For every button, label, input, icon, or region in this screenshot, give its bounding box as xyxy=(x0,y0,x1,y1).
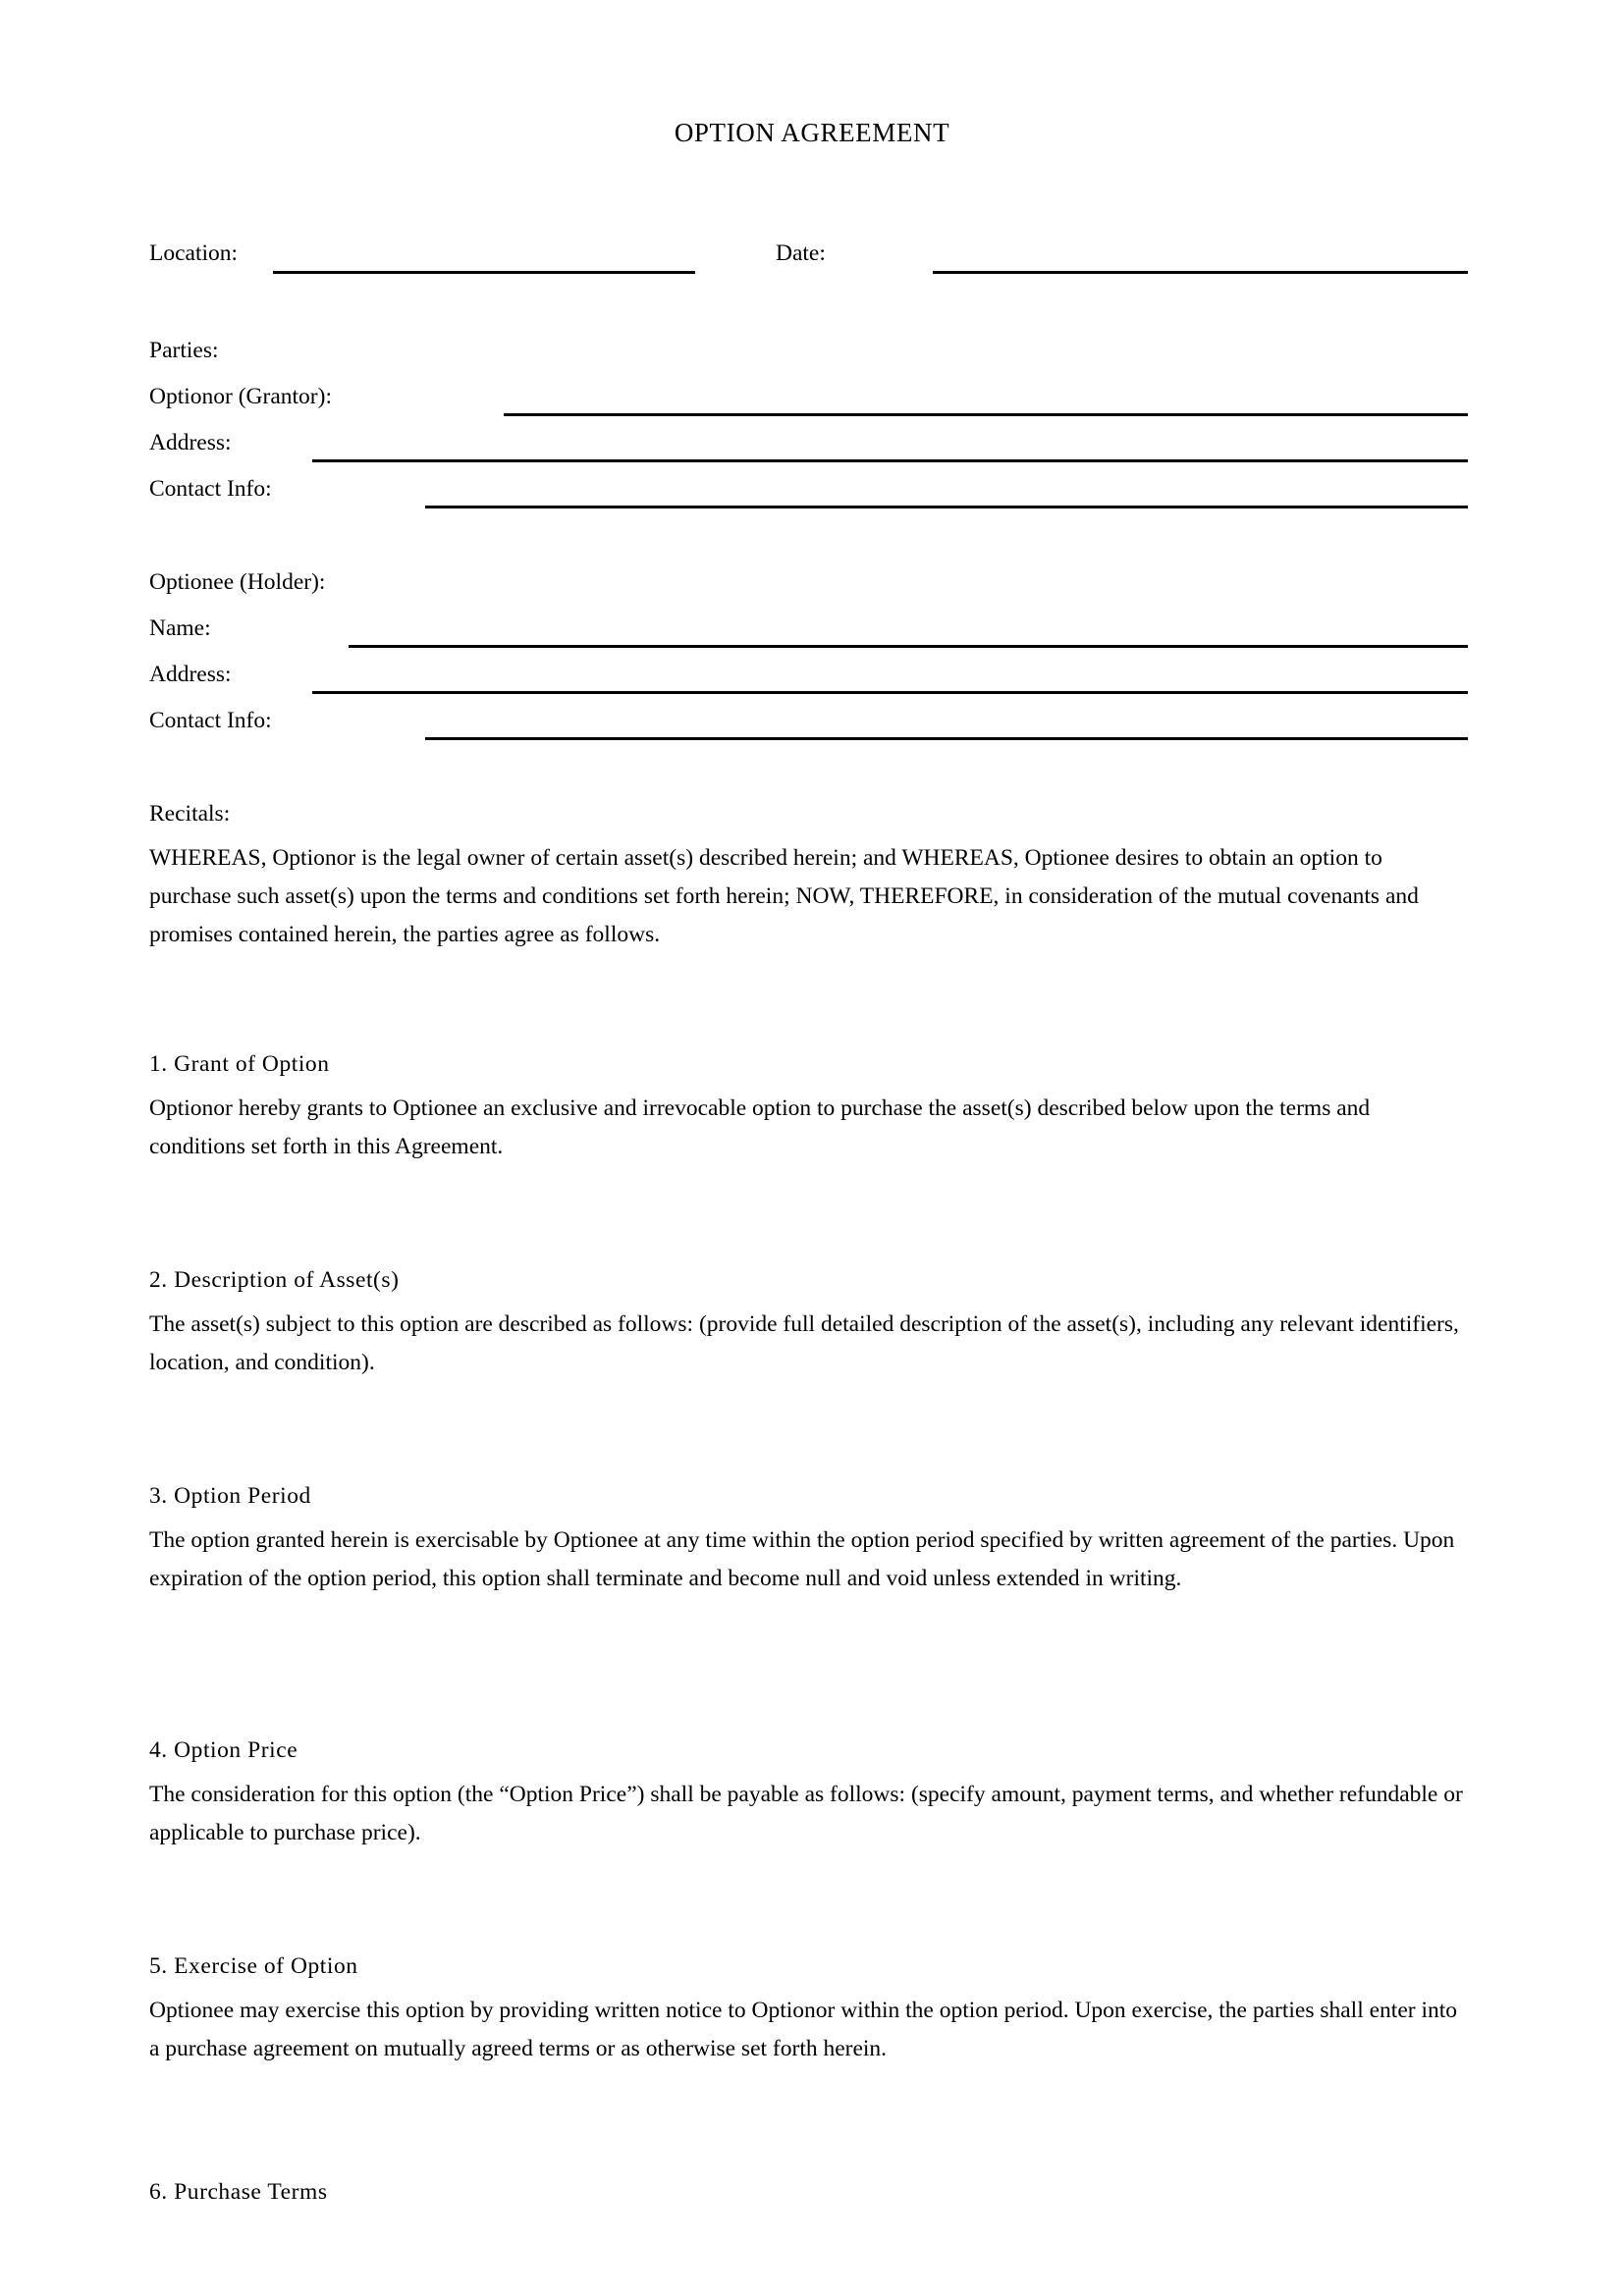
section-heading-6: 6. Purchase Terms xyxy=(149,2179,328,2205)
optionor-address-input-rule[interactable] xyxy=(312,459,1468,462)
section-heading-1: 1. Grant of Option xyxy=(149,1051,330,1077)
optionor-contact-label: Contact Info: xyxy=(149,476,272,502)
optionor-contact-input-rule[interactable] xyxy=(425,506,1468,508)
location-input-rule[interactable] xyxy=(273,271,695,274)
section-body-2: The asset(s) subject to this option are described as follows: (provide full detailed description of the asset(s), including any relevant identifiers, location, and condition). xyxy=(149,1311,1459,1375)
recitals-body: WHEREAS, Optionor is the legal owner of certain asset(s) described herein; and WHEREAS, Optionee desires to obtain an option to purchase such asset(s) upon the terms and conditions set forth herein; NOW, THEREFORE, in consideration of the mutual covenants and promises contained herein, the parties agree as follows. xyxy=(149,845,1419,947)
parties-section-label: Parties: xyxy=(149,338,219,363)
optionee-name-input-rule[interactable] xyxy=(349,645,1468,648)
optionee-contact-label: Contact Info: xyxy=(149,708,272,733)
section-heading-4: 4. Option Price xyxy=(149,1737,298,1763)
optionee-address-input-rule[interactable] xyxy=(312,691,1468,694)
page-title: OPTION AGREEMENT xyxy=(674,118,950,147)
section-body-4: The consideration for this option (the “Option Price”) shall be payable as follows: (specify amount, payment terms, and whether refundable or applicable to purchase price). xyxy=(149,1782,1463,1845)
optionor-address-label: Address: xyxy=(149,430,232,455)
section-heading-3: 3. Option Period xyxy=(149,1483,311,1509)
date-input-rule[interactable] xyxy=(933,271,1468,274)
recitals-label: Recitals: xyxy=(149,801,231,827)
location-label: Location: xyxy=(149,240,239,266)
optionee-name-label: Name: xyxy=(149,615,211,641)
optionee-contact-input-rule[interactable] xyxy=(425,737,1468,740)
optionor-name-input-rule[interactable] xyxy=(504,413,1468,416)
optionor-heading: Optionor (Grantor): xyxy=(149,384,332,409)
section-body-5: Optionee may exercise this option by providing written notice to Optionor within the option period. Upon exercise, the parties shall enter into a purchase agreement on mutually agreed terms or as otherwise set forth herein. xyxy=(149,1998,1458,2061)
section-heading-5: 5. Exercise of Option xyxy=(149,1953,358,1979)
date-label: Date: xyxy=(776,240,826,266)
section-body-3: The option granted herein is exercisable by Optionee at any time within the option period specified by written agreement of the parties. Upon expiration of the option period, this option shall terminate and become null and void unless extended in writing. xyxy=(149,1527,1455,1591)
optionee-address-label: Address: xyxy=(149,662,232,687)
section-heading-2: 2. Description of Asset(s) xyxy=(149,1267,400,1293)
section-body-1: Optionor hereby grants to Optionee an exclusive and irrevocable option to purchase the asset(s) described below upon the terms and conditions set forth in this Agreement. xyxy=(149,1095,1371,1159)
optionee-heading: Optionee (Holder): xyxy=(149,569,326,595)
